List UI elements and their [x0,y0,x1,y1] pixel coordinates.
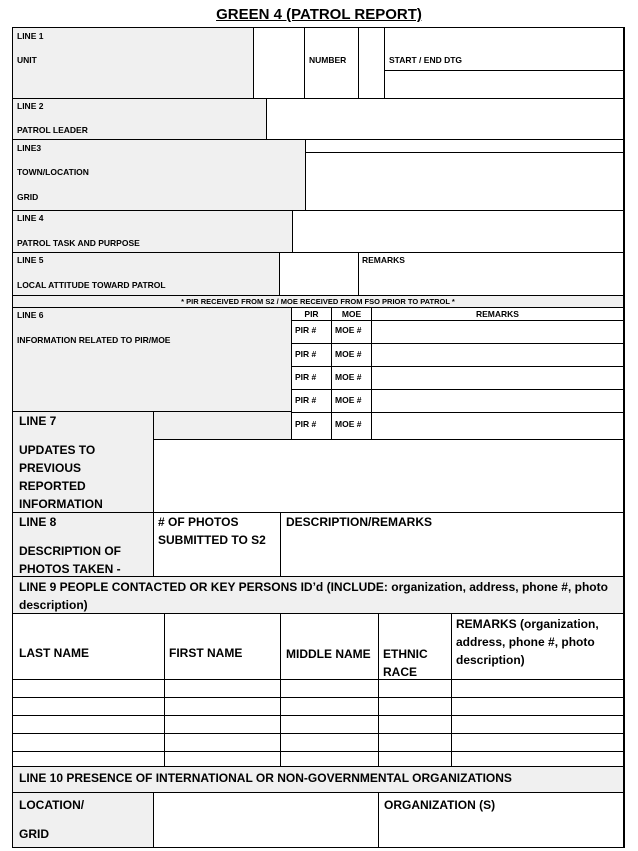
form-title: GREEN 4 (PATROL REPORT) [216,6,422,23]
updates-field[interactable] [153,439,624,513]
table-cell[interactable] [164,697,281,716]
line1-number: LINE 1 [17,31,44,41]
moe-label: MOE # [335,372,362,382]
line9-header: LINE 9 PEOPLE CONTACTED OR KEY PERSONS ID’d (INCLUDE: organization, address, phone #, photo description) [19,580,608,612]
location-field[interactable] [153,792,379,848]
pir-remarks-field[interactable] [371,320,624,344]
location-grid-label: GRID [19,827,49,841]
table-cell[interactable] [451,751,624,767]
table-cell[interactable] [378,715,452,734]
table-cell[interactable] [378,697,452,716]
pir-label: PIR # [295,395,317,405]
pir-remarks-field[interactable] [371,389,624,413]
right-border [623,27,625,848]
line1-label-cell [12,27,254,99]
table-cell[interactable] [378,733,452,752]
pir-remarks-field[interactable] [371,366,624,390]
remarks-header: REMARKS [476,309,519,319]
line6-label-cell [12,307,292,412]
pir-label: PIR # [295,372,317,382]
table-cell[interactable] [280,715,379,734]
moe-header: MOE [341,309,362,319]
pir-banner-text: * PIR RECEIVED FROM S2 / MOE RECEIVED FROM FSO PRIOR TO PATROL * [181,297,455,306]
line6-number: LINE 6 [17,310,44,320]
town-location-label: TOWN/LOCATION [17,167,89,177]
updates-label: UPDATES TO PREVIOUS REPORTED INFORMATION [19,443,103,511]
first-name-header: FIRST NAME [169,646,243,660]
local-attitude-field[interactable] [279,252,359,296]
line5-remarks-label: REMARKS [362,255,405,265]
table-cell[interactable] [12,715,165,734]
dtg-label: START / END DTG [389,55,463,65]
patrol-task-field[interactable] [292,210,624,253]
table-cell[interactable] [451,715,624,734]
pir-label: PIR # [295,419,317,429]
pir-label: PIR # [295,325,317,335]
table-cell[interactable] [164,715,281,734]
number-field[interactable] [358,27,385,99]
table-cell[interactable] [164,751,281,767]
table-cell[interactable] [280,751,379,767]
line7-number: LINE 7 [19,414,57,428]
organization-label: ORGANIZATION (S) [384,798,496,812]
table-cell[interactable] [378,751,452,767]
pir-header: PIR [304,309,319,319]
photos-remarks-label: DESCRIPTION/REMARKS [286,515,433,529]
town-location-field[interactable] [305,139,624,153]
line4-number: LINE 4 [17,213,44,223]
last-name-header: LAST NAME [19,646,89,660]
line8-number: LINE 8 [19,515,57,529]
grid-label: GRID [17,192,39,202]
moe-label: MOE # [335,325,362,335]
table-cell[interactable] [12,751,165,767]
photos-description-label: DESCRIPTION OF PHOTOS TAKEN - [19,544,122,576]
table-cell[interactable] [280,697,379,716]
line10-header: LINE 10 PRESENCE OF INTERNATIONAL OR NON-GOVERNMENTAL ORGANIZATIONS [19,771,512,785]
moe-label: MOE # [335,419,362,429]
table-cell[interactable] [12,733,165,752]
line2-number: LINE 2 [17,101,44,111]
table-cell[interactable] [451,679,624,698]
location-label: LOCATION/ [19,798,85,812]
ethnic-race-header: ETHNIC RACE [383,647,428,679]
unit-field[interactable] [253,27,305,99]
table-cell[interactable] [280,733,379,752]
moe-label: MOE # [335,349,362,359]
local-attitude-label: LOCAL ATTITUDE TOWARD PATROL [17,280,166,290]
table-cell[interactable] [12,697,165,716]
pir-remarks-field[interactable] [371,343,624,367]
table-cell[interactable] [12,679,165,698]
unit-label: UNIT [17,55,37,65]
pir-label: PIR # [295,349,317,359]
patrol-leader-label: PATROL LEADER [17,125,88,135]
line3-number: LINE3 [17,143,42,153]
pir-remarks-field[interactable] [371,412,624,440]
line5-number: LINE 5 [17,255,44,265]
table-cell[interactable] [451,733,624,752]
moe-label: MOE # [335,395,362,405]
remarks-col-header: REMARKS (organization, address, phone #, photo description) [456,617,599,667]
middle-name-header: MIDDLE NAME [286,647,371,661]
patrol-task-label: PATROL TASK AND PURPOSE [17,238,140,248]
line7-gray-cell [153,411,292,440]
photos-count-label: # OF PHOTOS SUBMITTED TO S2 [158,515,266,547]
table-cell[interactable] [164,733,281,752]
table-cell[interactable] [378,679,452,698]
table-cell[interactable] [164,679,281,698]
grid-field[interactable] [305,152,624,211]
table-cell[interactable] [451,697,624,716]
dtg-field[interactable] [384,70,624,99]
number-label: NUMBER [309,55,347,65]
patrol-leader-field[interactable] [266,98,624,140]
table-cell[interactable] [280,679,379,698]
pir-moe-info-label: INFORMATION RELATED TO PIR/MOE [17,335,171,345]
